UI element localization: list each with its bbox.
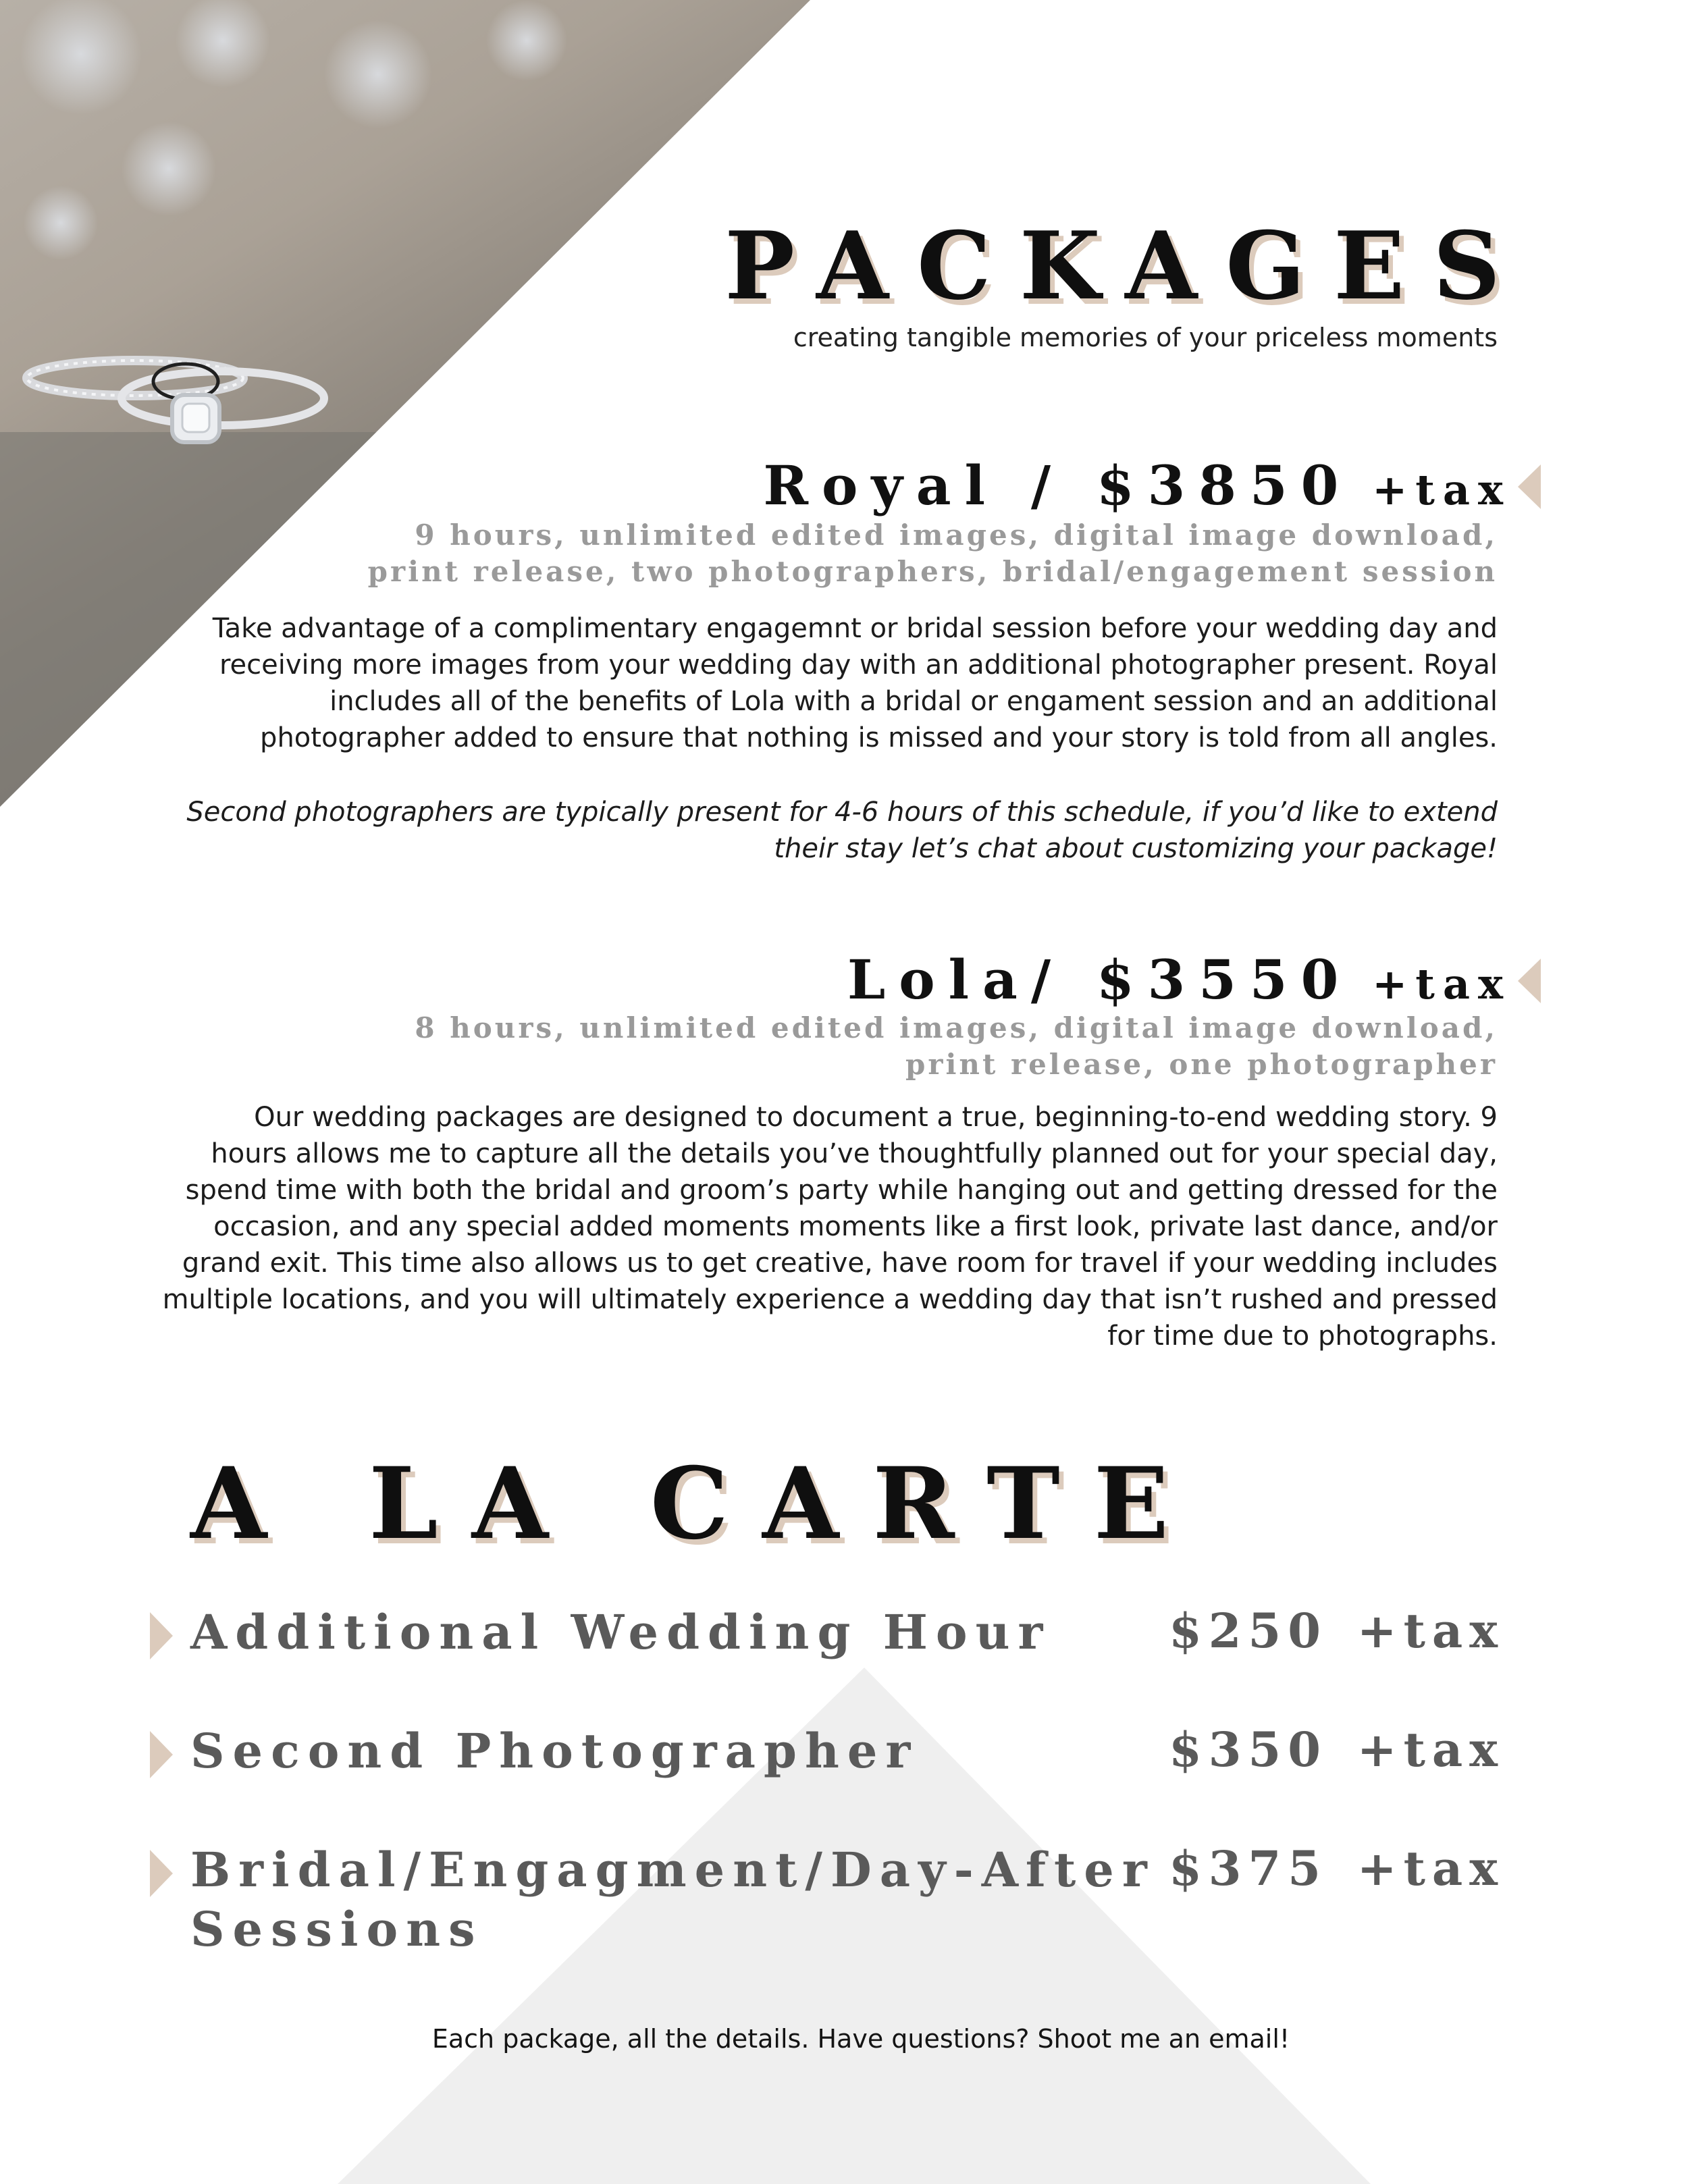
description-line: Our wedding packages are designed to document a true, beginning-to-end wedding story. 9	[254, 1102, 1498, 1133]
description-line: multiple locations, and you will ultimately experience a wedding day that isn’t rushed and pressed	[162, 1284, 1498, 1315]
page-tagline: creating tangible memories of your priceless moments	[793, 323, 1498, 352]
tax-label: +tax	[1356, 1603, 1504, 1659]
package-description-lola	[147, 1099, 1498, 1354]
a-la-carte-item-name: Second Photographer	[190, 1723, 919, 1779]
a-la-carte-item-price	[1169, 1840, 1504, 1896]
triangle-marker-icon	[150, 1850, 173, 1897]
description-line: hours allows me to capture all the details you’ve thoughtfully planned out for your special day,	[211, 1138, 1498, 1169]
package-title-lola	[847, 948, 1511, 1011]
package-features-lola	[215, 1010, 1498, 1083]
tax-label: +tax	[1372, 959, 1511, 1009]
note-line: their stay let’s chat about customizing your package!	[774, 833, 1498, 864]
a-la-carte-title: A LA CARTE	[190, 1446, 1203, 1562]
tax-label: +tax	[1356, 1722, 1504, 1778]
item-price: $375	[1169, 1840, 1327, 1896]
package-name-price: Lola/ $3550	[847, 948, 1352, 1011]
item-price: $350	[1169, 1722, 1327, 1778]
item-price: $250	[1169, 1603, 1327, 1659]
triangle-marker-icon	[150, 1731, 173, 1778]
a-la-carte-item-price	[1169, 1722, 1504, 1778]
features-line: print release, two photographers, bridal/engagement session	[367, 555, 1498, 588]
item-name-line: Sessions	[190, 1901, 483, 1957]
package-note-royal	[147, 794, 1498, 867]
footer-note: Each package, all the details. Have questions? Shoot me an email!	[431, 2024, 1290, 2054]
description-line: includes all of the benefits of Lola with a bridal or engament session and an additional	[329, 686, 1498, 717]
package-description-royal	[147, 610, 1498, 756]
description-line: Take advantage of a complimentary engagemnt or bridal session before your wedding day and	[212, 613, 1498, 644]
tax-label: +tax	[1372, 465, 1511, 514]
a-la-carte-item-price	[1169, 1603, 1504, 1659]
description-line: grand exit. This time also allows us to get creative, have room for travel if your wedding includes	[182, 1248, 1498, 1279]
package-title-royal	[763, 454, 1511, 517]
description-line: spend time with both the bridal and groom’s party while hanging out and getting dressed for the	[185, 1175, 1498, 1206]
description-line: occasion, and any special added moments moments like a first look, private last dance, and/or	[213, 1211, 1498, 1242]
triangle-marker-icon	[1518, 959, 1541, 1003]
page-title: PACKAGES	[724, 211, 1529, 321]
features-line: 9 hours, unlimited edited images, digital image download,	[415, 518, 1498, 552]
features-line: print release, one photographer	[905, 1048, 1498, 1081]
description-line: photographer added to ensure that nothing is missed and your story is told from all angles.	[260, 722, 1498, 753]
note-line: Second photographers are typically present for 4-6 hours of this schedule, if you’d like to extend	[186, 797, 1498, 828]
a-la-carte-item-name: Additional Wedding Hour	[190, 1604, 1051, 1660]
triangle-marker-icon	[1518, 464, 1541, 509]
a-la-carte-item-name	[190, 1840, 1203, 1959]
item-name-line: Bridal/Engagment/Day-After	[190, 1842, 1155, 1898]
package-name-price: Royal / $3850	[763, 454, 1352, 517]
triangle-marker-icon	[150, 1612, 173, 1659]
description-line: receiving more images from your wedding day with an additional photographer present. Royal	[219, 649, 1498, 681]
features-line: 8 hours, unlimited edited images, digital image download,	[415, 1011, 1498, 1044]
description-line: for time due to photographs.	[1107, 1321, 1498, 1352]
tax-label: +tax	[1356, 1840, 1504, 1896]
package-features-royal	[215, 517, 1498, 590]
